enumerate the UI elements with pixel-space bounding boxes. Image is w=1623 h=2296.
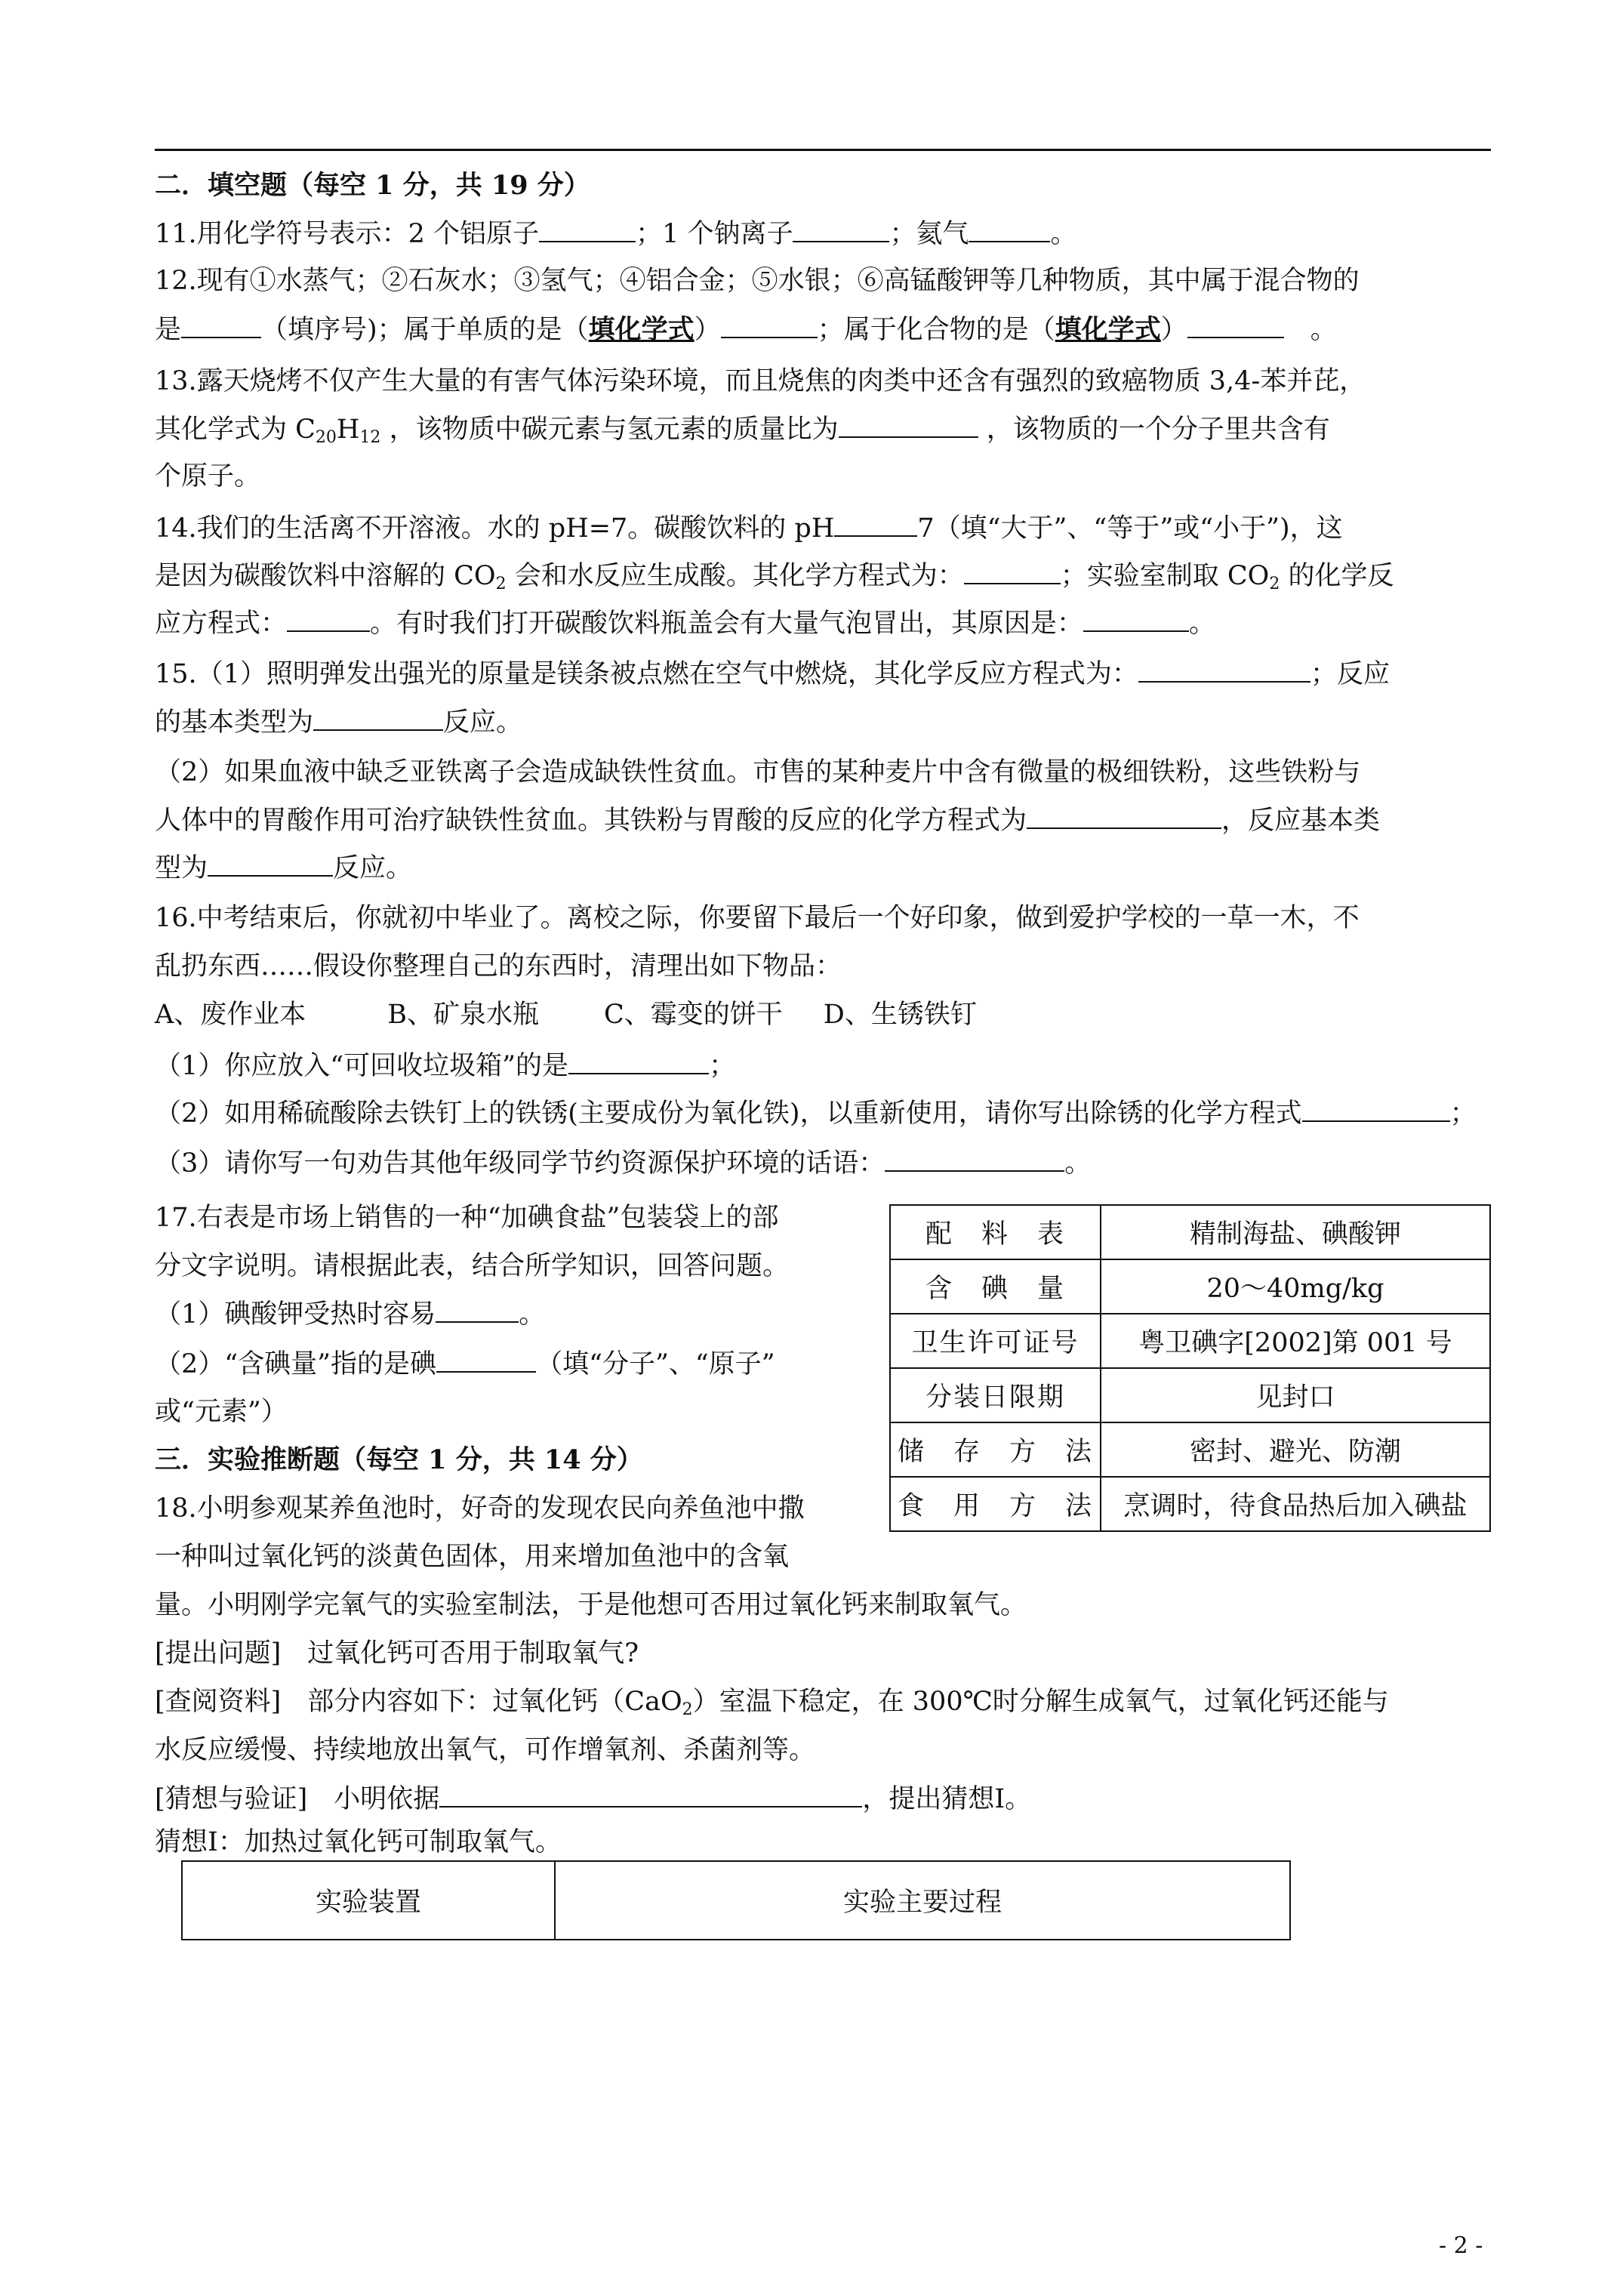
question-18-line-3: 量。小明刚学完氧气的实验室制法，于是他想可否用过氧化钙来制取氧气。 bbox=[155, 1590, 1027, 1620]
section2-title: 二．填空题（每空 1 分，共 19 分） bbox=[155, 170, 590, 201]
question-18-line-7: [猜想与验证] 小明依据 ，提出猜想Ⅰ。 bbox=[155, 1782, 1031, 1816]
question-13-line-3: 个原子。 bbox=[155, 461, 261, 492]
answer-blank[interactable] bbox=[1138, 657, 1310, 683]
question-17-sub-1: （1）碘酸钾受热时容易 。 bbox=[155, 1297, 545, 1331]
question-12-line-2: 是 （填序号)；属于单质的是（填化学式） ；属于化合物的是（填化学式） 。 bbox=[155, 314, 1337, 345]
question-14-line-1: 14.我们的生活离不开溶液。水的 pH=7。碳酸饮料的 pH 7（填“大于”、“等于”或“小于”)，这 bbox=[155, 511, 1343, 545]
table-row bbox=[890, 1368, 1490, 1422]
table-key: 分装日限期 bbox=[890, 1368, 1101, 1422]
answer-blank[interactable] bbox=[721, 313, 818, 338]
question-18-line-8: 猜想Ⅰ：加热过氧化钙可制取氧气。 bbox=[155, 1827, 562, 1857]
answer-blank[interactable] bbox=[436, 1347, 536, 1373]
table-value: 密封、避光、防潮 bbox=[1101, 1422, 1490, 1477]
answer-blank[interactable] bbox=[1187, 313, 1284, 338]
answer-blank[interactable] bbox=[1027, 803, 1221, 829]
table-value: 20～40mg/kg bbox=[1101, 1259, 1490, 1314]
table-row bbox=[890, 1259, 1490, 1314]
table-row bbox=[890, 1205, 1490, 1259]
question-15-line-3: （2）如果血液中缺乏亚铁离子会造成缺铁性贫血。市售的某种麦片中含有微量的极细铁粉，这些铁粉与 bbox=[155, 757, 1361, 787]
question-13-line-2: 其化学式为 $C_{20}H_{12}$ ，该物质中碳元素与氢元素的质量比为 ，该物质的一个分子里共含有 bbox=[155, 412, 1330, 446]
question-15-line-2: 的基本类型为 反应。 bbox=[155, 705, 522, 739]
answer-blank[interactable] bbox=[834, 511, 917, 537]
answer-blank[interactable] bbox=[1083, 606, 1189, 632]
table-key: 食 用 方 法 bbox=[890, 1477, 1101, 1531]
table-row bbox=[890, 1314, 1490, 1368]
question-18-line-1: 18.小明参观某养鱼池时，好奇的发现农民向养鱼池中撒 bbox=[155, 1493, 805, 1524]
question-18-line-6: 水反应缓慢、持续地放出氧气，可作增氧剂、杀菌剂等。 bbox=[155, 1735, 816, 1765]
question-15-line-5: 型为 反应。 bbox=[155, 851, 412, 885]
answer-blank[interactable] bbox=[439, 1782, 862, 1808]
table-value: 粤卫碘字[2002]第 001 号 bbox=[1101, 1314, 1490, 1368]
question-18-line-2: 一种叫过氧化钙的淡黄色固体，用来增加鱼池中的含氧 bbox=[155, 1542, 790, 1572]
table-value: 烹调时，待食品热后加入碘盐 bbox=[1101, 1477, 1490, 1531]
table-header-row bbox=[182, 1861, 1290, 1940]
table-row bbox=[890, 1422, 1490, 1477]
option-a: A、废作业本 bbox=[155, 1000, 306, 1030]
table-header-apparatus: 实验装置 bbox=[182, 1861, 555, 1940]
option-c: C、霉变的饼干 bbox=[604, 1000, 783, 1030]
question-15-line-1: 15.（1）照明弹发出强光的原量是镁条被点燃在空气中燃烧，其化学反应方程式为： ；反应 bbox=[155, 657, 1390, 691]
question-17-line-1: 17.右表是市场上销售的一种“加碘食盐”包装袋上的部 bbox=[155, 1203, 779, 1233]
question-15-line-4: 人体中的胃酸作用可治疗缺铁性贫血。其铁粉与胃酸的反应的化学方程式为 ，反应基本类 bbox=[155, 803, 1380, 837]
experiment-table bbox=[181, 1860, 1291, 1940]
question-16-line-2: 乱扔东西……假设你整理自己的东西时，清理出如下物品： bbox=[155, 951, 842, 982]
answer-blank[interactable] bbox=[969, 217, 1050, 242]
answer-blank[interactable] bbox=[539, 217, 636, 242]
question-16-sub-1: （1）你应放入“可回收垃圾箱”的是 ； bbox=[155, 1049, 735, 1083]
page-number: - 2 - bbox=[1439, 2233, 1483, 2259]
table-key: 储 存 方 法 bbox=[890, 1422, 1101, 1477]
answer-blank[interactable] bbox=[1302, 1096, 1450, 1122]
table-header-process: 实验主要过程 bbox=[555, 1861, 1290, 1940]
question-13-line-1: 13.露天烧烤不仅产生大量的有害气体污染环境，而且烧焦的肉类中还含有强烈的致癌物质 3,4-苯并芘， bbox=[155, 366, 1366, 396]
table-key: 配 料 表 bbox=[890, 1205, 1101, 1259]
answer-blank[interactable] bbox=[964, 559, 1061, 584]
option-b: B、矿泉水瓶 bbox=[387, 1000, 540, 1030]
table-key: 含 碘 量 bbox=[890, 1259, 1101, 1314]
section3-title: 三．实验推断题（每空 1 分，共 14 分） bbox=[155, 1444, 643, 1475]
question-18-line-5: [查阅资料] 部分内容如下：过氧化钙（CaO$_2$）室温下稳定，在 300℃时分解生成氧气，过氧化钙还能与 bbox=[155, 1687, 1389, 1719]
question-16-sub-2: （2）如用稀硫酸除去铁钉上的铁锈(主要成份为氧化铁)，以重新使用，请你写出除锈的化学方程式 ； bbox=[155, 1096, 1477, 1130]
salt-label-table bbox=[889, 1204, 1491, 1532]
table-value: 见封口 bbox=[1101, 1368, 1490, 1422]
answer-blank[interactable] bbox=[436, 1297, 519, 1323]
table-row bbox=[890, 1477, 1490, 1531]
table-value: 精制海盐、碘酸钾 bbox=[1101, 1205, 1490, 1259]
answer-blank[interactable] bbox=[287, 606, 370, 632]
answer-blank[interactable] bbox=[839, 412, 978, 438]
question-17-sub-2-cont: 或“元素”） bbox=[155, 1397, 288, 1427]
question-14-line-3: 应方程式： 。有时我们打开碳酸饮料瓶盖会有大量气泡冒出，其原因是： 。 bbox=[155, 606, 1215, 640]
question-11: 11.用化学符号表示：2 个铝原子 ；1 个钠离子 ；氦气 。 bbox=[155, 217, 1077, 251]
question-16-options bbox=[155, 998, 977, 1031]
question-18-line-4: [提出问题] 过氧化钙可否用于制取氧气? bbox=[155, 1638, 639, 1669]
header-rule bbox=[155, 149, 1491, 151]
table-key: 卫生许可证号 bbox=[890, 1314, 1101, 1368]
answer-blank[interactable] bbox=[885, 1146, 1064, 1172]
question-17-line-2: 分文字说明。请根据此表，结合所学知识，回答问题。 bbox=[155, 1251, 790, 1281]
option-d: D、生锈铁钉 bbox=[823, 1000, 977, 1030]
question-17-sub-2: （2）“含碘量”指的是碘 （填“分子”、“原子” bbox=[155, 1347, 775, 1381]
question-14-line-2: 是因为碳酸饮料中溶解的 $CO_2$ 会和水反应生成酸。其化学方程式为： ；实验室制取 $CO_2$ 的化学反 bbox=[155, 559, 1394, 593]
question-16-line-1: 16.中考结束后，你就初中毕业了。离校之际，你要留下最后一个好印象，做到爱护学校的一草一木，不 bbox=[155, 903, 1360, 933]
question-12-line-1: 12.现有①水蒸气；②石灰水；③氢气；④铝合金；⑤水银；⑥高锰酸钾等几种物质，其中属于混合物的 bbox=[155, 266, 1360, 296]
answer-blank[interactable] bbox=[181, 313, 261, 338]
answer-blank[interactable] bbox=[568, 1049, 709, 1074]
answer-blank[interactable] bbox=[313, 705, 443, 731]
question-16-sub-3: （3）请你写一句劝告其他年级同学节约资源保护环境的话语： 。 bbox=[155, 1146, 1091, 1180]
answer-blank[interactable] bbox=[208, 851, 333, 877]
answer-blank[interactable] bbox=[793, 217, 889, 242]
